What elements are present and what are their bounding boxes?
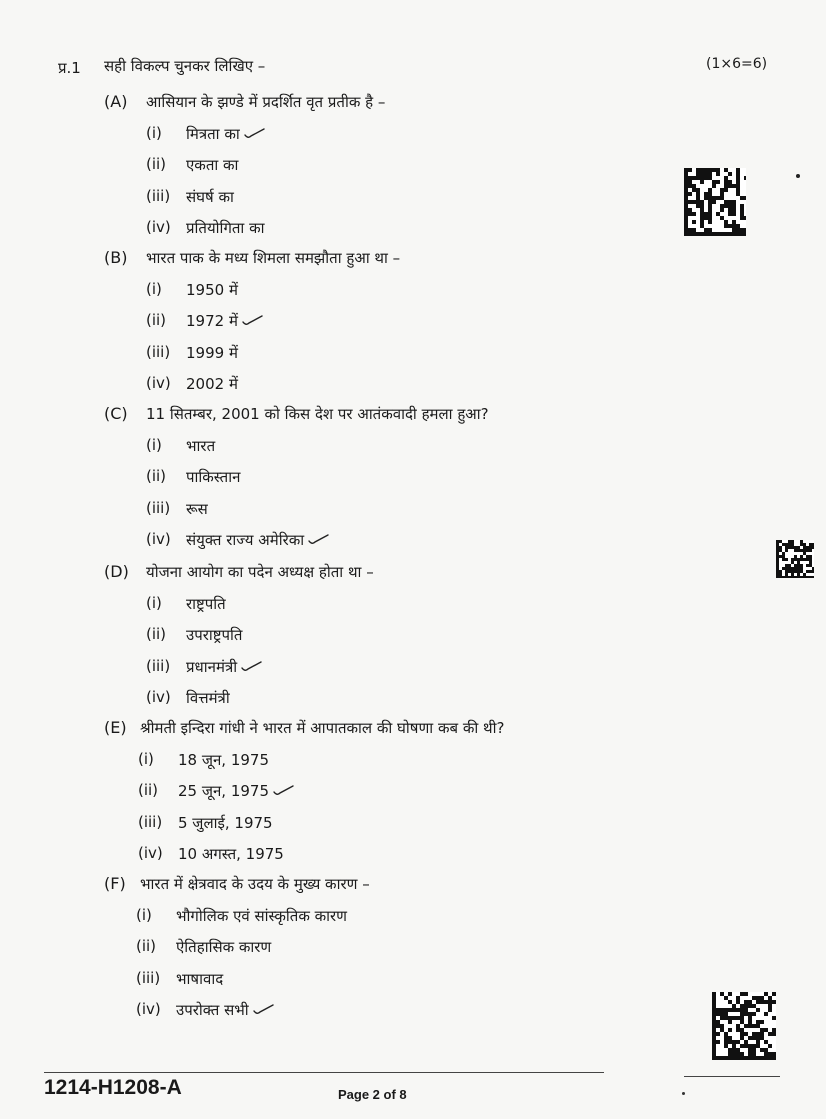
option-item [186,374,238,394]
option-item [186,530,330,550]
option-text: प्रधानमंत्री [186,658,238,676]
option-text: 1999 में [186,344,238,362]
option-item [186,467,240,487]
option-number: (iii) [136,969,161,987]
question-label: (B) [104,248,128,267]
option-text: प्रतियोगिता का [186,219,265,237]
option-text: भौगोलिक एवं सांस्कृतिक कारण [176,907,347,925]
option-number: (i) [146,124,162,142]
option-text: उपराष्ट्रपति [186,626,243,644]
option-item [186,218,265,238]
option-text: मित्रता का [186,125,240,143]
tick-mark-icon [241,660,263,672]
question-text: 11 सितम्बर, 2001 को किस देश पर आतंकवादी हमला हुआ? [146,405,489,423]
marks-allocation: (1×6=6) [706,56,768,72]
question-text: श्रीमती इन्दिरा गांधी ने भारत में आपातकाल की घोषणा कब की थी? [140,719,505,737]
option-item [186,155,238,175]
option-number: (i) [146,280,162,298]
option-text: संघर्ष का [186,188,234,206]
option-number: (i) [146,436,162,454]
option-number: (iv) [136,1000,161,1018]
option-text: 18 जून, 1975 [178,751,270,769]
page-number: Page 2 of 8 [338,1087,407,1102]
option-number: (iv) [146,688,171,706]
footer-rule-right [684,1076,780,1077]
option-number: (iv) [146,374,171,392]
option-number: (i) [136,906,152,924]
option-item [186,124,266,144]
tick-mark-icon [308,533,330,545]
option-text: उपरोक्त सभी [176,1001,249,1019]
option-text: भारत [186,437,216,455]
option-item [186,187,234,207]
option-number: (ii) [146,467,167,485]
option-item [178,813,273,833]
question-number: प्र.1 [58,59,81,77]
option-number: (iii) [138,813,163,831]
datamatrix-graphic [684,168,746,236]
tick-mark-icon [273,784,295,796]
question-label: (A) [104,92,128,111]
option-item [178,844,284,864]
qr-code-bottom [712,992,776,1060]
qr-code-top [684,168,746,236]
option-text: ऐतिहासिक कारण [176,938,272,956]
option-text: पाकिस्तान [186,468,241,486]
option-item [178,781,295,801]
option-item [186,594,226,614]
option-text: संयुक्त राज्य अमेरिका [186,531,305,549]
option-text: रूस [186,500,208,518]
qr-graphic [776,540,814,578]
question-text: भारत में क्षेत्रवाद के उदय के मुख्य कारण – [140,875,370,893]
tick-mark-icon [242,314,264,326]
option-item [186,657,263,677]
option-item [186,688,230,708]
question-label: (C) [104,404,128,423]
option-item [186,625,242,645]
instruction-text: सही विकल्प चुनकर लिखिए – [104,57,266,75]
question-label: (E) [104,718,127,737]
tick-mark-icon [244,127,266,139]
qr-code-middle [776,540,814,578]
tick-mark-icon [253,1003,275,1015]
option-number: (iii) [146,499,171,517]
option-text: भाषावाद [176,970,224,988]
question-label: (D) [104,562,129,581]
option-number: (ii) [136,937,157,955]
option-text: 1950 में [186,281,238,299]
option-number: (i) [146,594,162,612]
option-text: एकता का [186,156,239,174]
option-number: (i) [138,750,154,768]
option-number: (iii) [146,343,171,361]
option-text: राष्ट्रपति [186,595,226,613]
scan-dot [796,174,800,178]
question-text: योजना आयोग का पदेन अध्यक्ष होता था – [146,563,374,581]
option-item [186,280,238,300]
option-text: 10 अगस्त, 1975 [178,845,284,863]
option-text: 2002 में [186,375,238,393]
question-text: भारत पाक के मध्य शिमला समझौता हुआ था – [146,249,401,267]
option-number: (iv) [138,844,163,862]
option-number: (ii) [146,311,167,329]
paper-code: 1214-H1208-A [44,1076,182,1099]
option-text: वित्तमंत्री [186,689,230,707]
option-text: 25 जून, 1975 [178,782,270,800]
option-item [178,750,269,770]
question-text: आसियान के झण्डे में प्रदर्शित वृत प्रतीक है – [146,93,386,111]
option-item [176,937,271,957]
option-item [176,1000,275,1020]
option-number: (ii) [146,625,167,643]
footer-rule [44,1072,604,1073]
option-number: (iii) [146,657,171,675]
option-text: 5 जुलाई, 1975 [178,814,273,832]
option-number: (ii) [146,155,167,173]
option-number: (ii) [138,781,159,799]
option-item [176,906,347,926]
option-item [176,969,223,989]
option-text: 1972 में [186,312,238,330]
option-item [186,436,215,456]
option-item [186,343,238,363]
option-number: (iv) [146,530,171,548]
option-item [186,311,264,331]
datamatrix-graphic [712,992,776,1060]
option-item [186,499,208,519]
option-number: (iv) [146,218,171,236]
scan-dot [682,1092,685,1095]
question-label: (F) [104,874,126,893]
option-number: (iii) [146,187,171,205]
